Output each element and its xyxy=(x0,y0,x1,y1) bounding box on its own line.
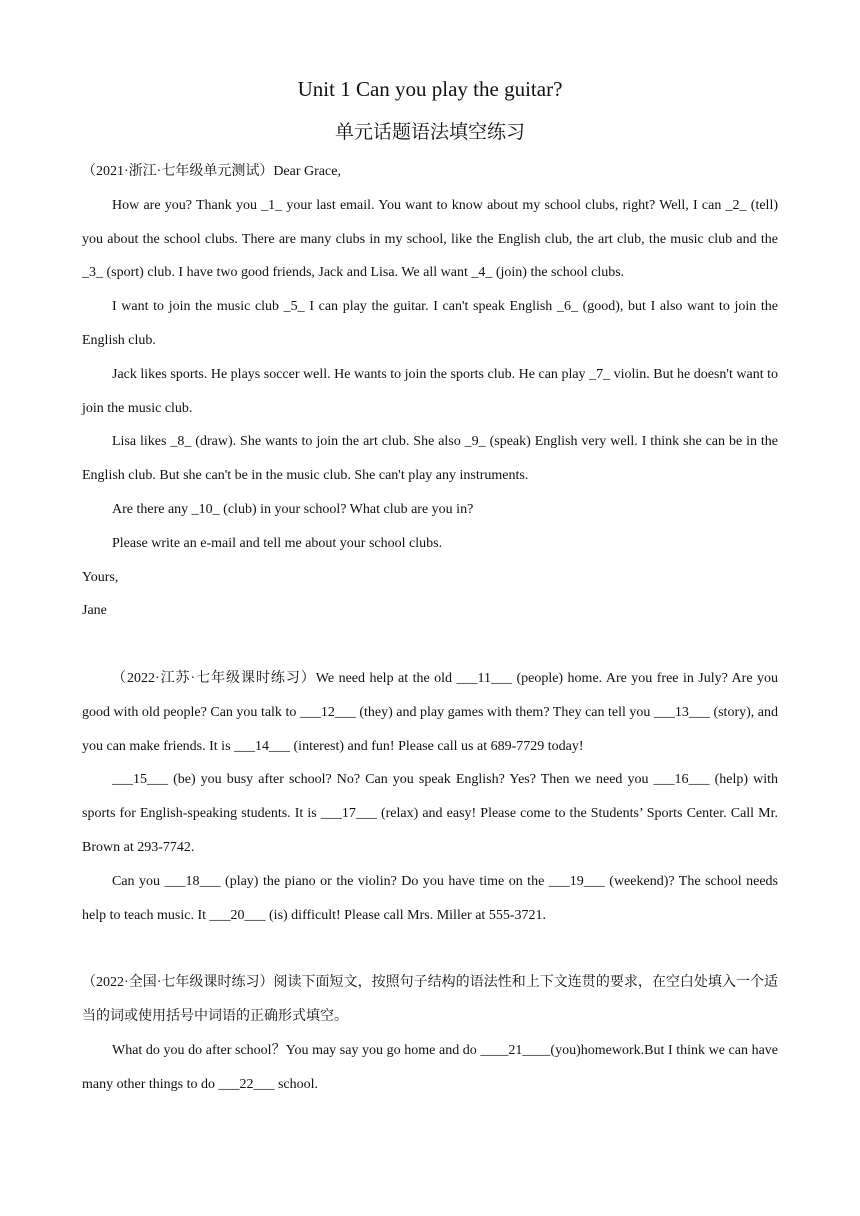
passage-3-paragraph: What do you do after school？You may say you go home and do ____21____(you)homework.But I think we can have many other things to do ___22___ school. xyxy=(82,1042,778,1092)
passage-1-paragraph: Please write an e-mail and tell me about your school clubs. xyxy=(112,535,443,551)
passage-1-paragraph: I want to join the music club _5_ I can play the guitar. I can't speak English _6_ (good), but I also want to join the English club. xyxy=(82,299,778,348)
section-spacer xyxy=(82,628,778,662)
section-spacer xyxy=(82,932,778,966)
passage-2 xyxy=(82,662,778,932)
passage-1-paragraph: Are there any _10_ (club) in your school? What club are you in? xyxy=(112,501,474,517)
passage-3-instructions: （2022·全国·七年级课时练习）阅读下面短文，按照句子结构的语法性和上下文连贯的要求，在空白处填入一个适当的词或使用括号中词语的正确形式填空。 xyxy=(82,975,778,1024)
document-body xyxy=(82,155,778,1101)
passage-3 xyxy=(82,966,778,1101)
passage-2-paragraph: Can you ___18___ (play) the piano or the violin? Do you have time on the ___19___ (weekend)? The school needs help to teach music. It ___20___ (is) difficult! Please call Mrs. Miller at 555-3721. xyxy=(82,873,778,923)
letter-closing: Yours, xyxy=(82,569,119,585)
passage-1-intro: （2021·浙江·七年级单元测试）Dear Grace, xyxy=(82,164,341,179)
passage-1-paragraph: Jack likes sports. He plays soccer well. He wants to join the sports club. He can play _7_ violin. But he doesn't want to join the music club. xyxy=(82,366,778,416)
passage-2-paragraph: （2022·江苏·七年级课时练习）We need help at the old ___11___ (people) home. Are you free in July? Are you good with old people? Can you talk to ___12___ (they) and play games with them? They can tell you ___13___ (story), and you can make friends. It is ___14___ (interest) and fun! Please call us at 689-7729 today! xyxy=(82,670,778,754)
document-title: Unit 1 Can you play the guitar? xyxy=(297,77,563,101)
passage-1-paragraph: Lisa likes _8_ (draw). She wants to join the art club. She also _9_ (speak) English very well. I think she can be in the English club. But she can't be in the music club. She can't play any instruments. xyxy=(82,434,778,484)
passage-2-paragraph: ___15___ (be) you busy after school? No? Can you speak English? Yes? Then we need you ___16___ (help) with sports for English-speaking students. It is ___17___ (relax) and easy! Please come to the Students’ Sports Center. Call Mr. Brown at 293-7742. xyxy=(82,772,778,855)
passage-1 xyxy=(82,155,778,628)
document-subtitle: 单元话题语法填空练习 xyxy=(334,122,525,143)
letter-signature: Jane xyxy=(82,603,107,619)
passage-1-paragraph: How are you? Thank you _1_ your last email. You want to know about my school clubs, right? Well, I can _2_ (tell) you about the school clubs. There are many clubs in my school, like the English club, the art club, the music club and the _3_ (sport) club. I have two good friends, Jack and Lisa. We all want _4_ (join) the school clubs. xyxy=(82,197,778,281)
